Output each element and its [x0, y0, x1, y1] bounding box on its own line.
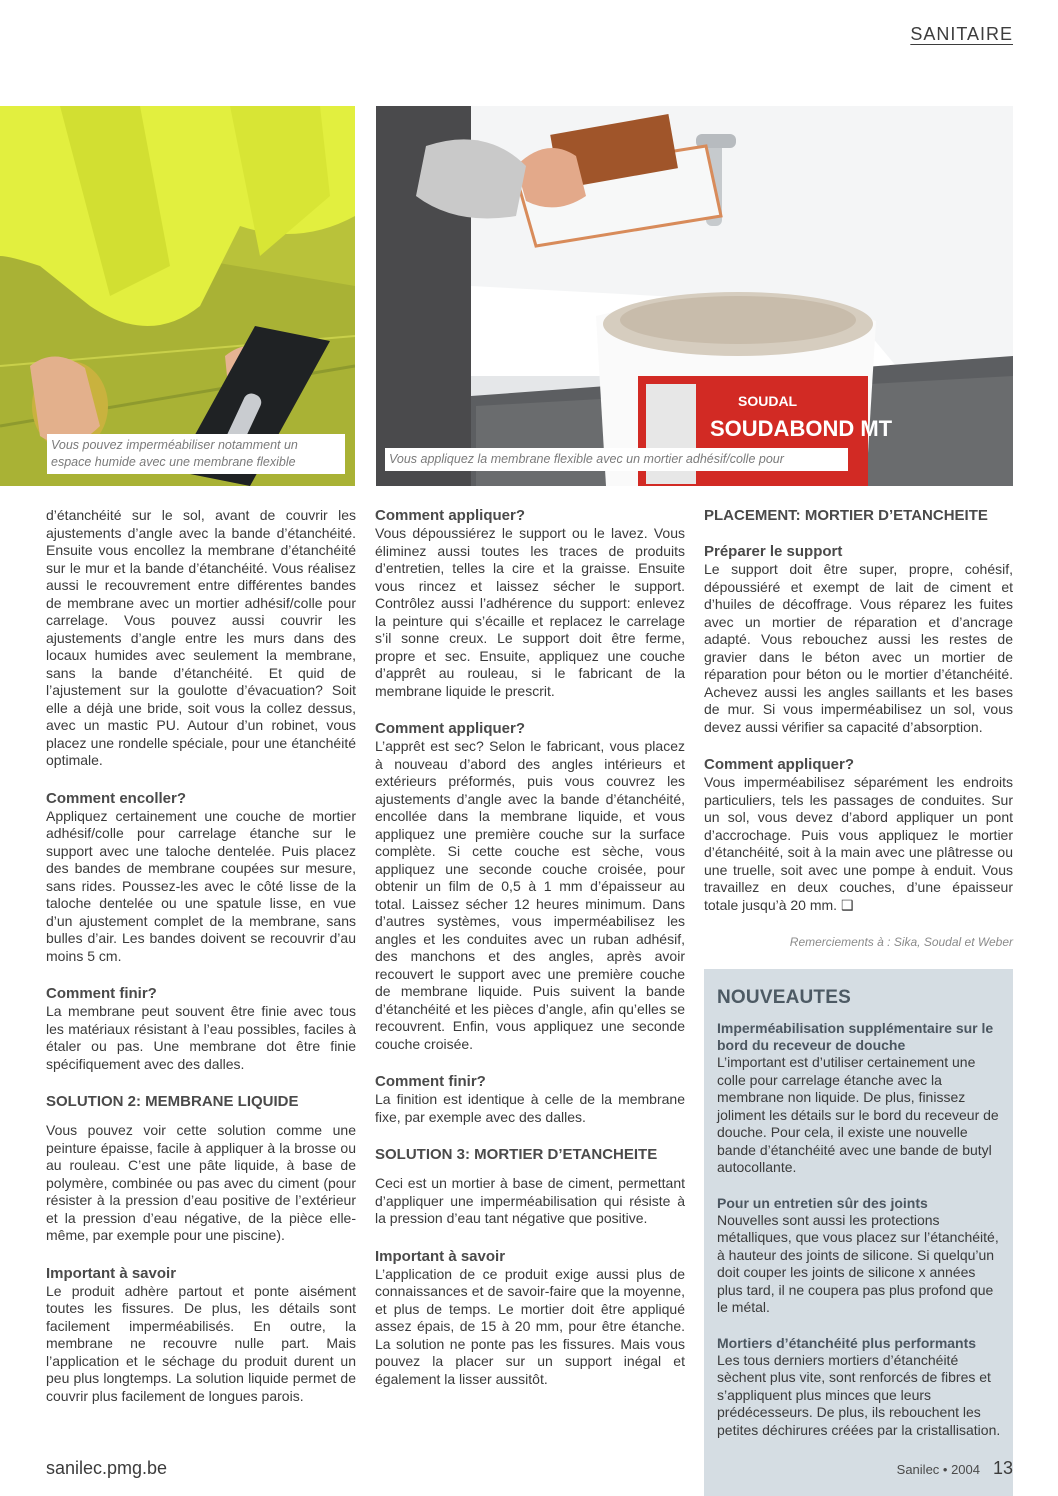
paragraph-appliquer-2: L’apprêt est sec? Selon le fabricant, vous placez à nouveau d’abord des angles intérieurs et extérieurs préformés, puis vous couvrez les ajustements d’angle avec la bande d’étanchéité, encollée dans la membrane liquide, et vous appliquez une première couche sur la surface complète. Si cette couche est sèche, vous appliquez une seconde couche croisée, pour obtenir un film de 0,5 à 1 mm d’épaisseur au total. Laissez sécher 12 heures minimum. Dans d’autres systèmes, vous imperméabilisez les angles et les conduites avec un ruban adhésif, des manchons et des angles, après avoir recouvert le support avec une première couche de membrane liquide. Puis suivent la bande d’étanchéité et les pièces d’angle, afin qu’elles se recouvrent. Enfin, vous appliquez une seconde couche croisée.	[375, 738, 685, 1052]
paragraph-appliquer-1: Vous dépoussiérez le support ou le lavez. Vous éliminez aussi toutes les traces de produits d’entretien, telles la cire et la graisse. Ensuite vous rincez et laissez sécher le support. Contrôlez aussi l’adhérence du support: enlevez la peinture qui s’écaille et replacez le carrelage s’il sonne creux. Le support doit être ferme, propre et sec. Ensuite, appliquez une couche d’apprêt au rouleau, si le fabricant de la membrane liquide le prescrit.	[375, 525, 685, 699]
caption-left-photo: Vous pouvez imperméabiliser notamment un espace humide avec une membrane flexible	[47, 434, 345, 474]
heading-solution-3: SOLUTION 3: MORTIER D’ETANCHEITE	[375, 1146, 658, 1163]
nouveautes-item-heading: Imperméabilisation supplémentaire sur le bord du receveur de douche	[717, 1020, 994, 1053]
page-number: 13	[992, 1458, 1013, 1478]
nouveautes-item-text: Nouvelles sont aussi les protections métalliques, que vous placez sur l’étanchéité, à hauteur des joints de silicone. Si quelqu’un doit couper les joints de silicone x années plus tard, il ne coupera pas plus profond que le métal.	[717, 1211, 999, 1315]
photo-membrane-floor	[0, 106, 355, 486]
heading-important-a-savoir-2: Important à savoir	[375, 1247, 506, 1265]
heading-comment-appliquer-2: Comment appliquer?	[375, 720, 526, 737]
nouveautes-item-text: L’important est d’utiliser certainement une colle pour carrelage étanche avec la membrane non liquide. De plus, finissez joliment les détails sur le bord du receveur de douche. Pour cela, il existe une nouvelle bande d’étanchéité avec une bande de butyl autocollante.	[717, 1054, 999, 1175]
paragraph-encoller: Appliquez certainement une couche de mortier adhésif/colle pour carrelage étanche sur le support avec une taloche dentelée. Puis placez des bandes de membrane coupées sur mesure, sans rides. Poussez-les avec le côté lisse de la taloche dentelée ou une spatule lisse, en vue d’un ajustement complet de la membrane, sans bulles d’air. Les bandes doivent se recouvrir d’au moins 5 cm.	[46, 807, 356, 964]
column-2	[375, 507, 685, 1388]
acknowledgements: Remerciements à : Sika, Soudal et Weber	[789, 935, 1013, 949]
nouveautes-item-heading: Pour un entretien sûr des joints	[717, 1194, 928, 1211]
photo-tile-bucket	[376, 106, 1013, 486]
bucket-product-text: SOUDABOND MT	[710, 416, 893, 441]
paragraph-important-2: L’application de ce produit exige aussi plus de connaissances et de savoir-faire que la moyenne, et plus de temps. Le mortier doit être appliqué assez épais, de 15 à 20 mm, pour être étanche. La solution ne ponte pas les fissures. Mais vous pouvez la placer sur un support inégal et également la lisser aussitôt.	[375, 1265, 685, 1387]
footer-publication: Sanilec • 2004	[896, 1462, 980, 1477]
caption-right-photo: Vous appliquez la membrane flexible avec un mortier adhésif/colle pour	[385, 448, 848, 471]
column-3	[704, 507, 1013, 952]
nouveautes-item-heading: Mortiers d’étanchéité plus performants	[717, 1334, 977, 1351]
heading-comment-encoller: Comment encoller?	[46, 789, 187, 807]
nouveautes-item	[717, 1020, 1001, 1177]
footer-website-link[interactable]: sanilec.pmg.be	[46, 1458, 168, 1478]
heading-comment-finir-2: Comment finir?	[375, 1073, 486, 1090]
nouveautes-title: NOUVEAUTES	[717, 987, 851, 1008]
nouveautes-item	[717, 1335, 1001, 1440]
section-label: SANITAIRE	[910, 24, 1013, 44]
heading-comment-finir: Comment finir?	[46, 985, 157, 1002]
paragraph-solution-3: Ceci est un mortier à base de ciment, permettant d’appliquer une imperméabilisation qui résiste à la pression d’eau tant négative que positive.	[375, 1175, 685, 1226]
heading-comment-appliquer-1: Comment appliquer?	[375, 507, 526, 524]
bucket-brand-text: SOUDAL	[738, 393, 798, 409]
heading-placement: PLACEMENT: MORTIER D’ETANCHEITE	[704, 507, 988, 524]
heading-important-a-savoir: Important à savoir	[46, 1264, 177, 1282]
nouveautes-box	[704, 969, 1013, 1496]
paragraph-finir-2: La finition est identique à celle de la membrane fixe, par exemple avec des dalles.	[375, 1091, 685, 1125]
paragraph-appliquer-3: Vous imperméabilisez séparément les endroits particuliers, tels les passages de conduites. Sur un sol, vous devez d’abord appliquer un pont d’accrochage. Puis vous appliquez le mortier d’étanchéité, soit à la main avec une plâtresse ou une truelle, soit avec une pompe à enduit. Vous travaillez en deux couches, d’une épaisseur totale jusqu’à 20 mm. ❑	[704, 774, 1013, 913]
paragraph-finir: La membrane peut souvent être finie avec tous les matériaux résistant à l’eau possibles, faciles à étaler ou pas. Une membrane dot être finie spécifiquement avec des dalles.	[46, 1003, 356, 1072]
intro-paragraph: d’étanchéité sur le sol, avant de couvrir les ajustements d’angle avec la bande d’étanchéité. Ensuite vous encollez la membrane d’étanchéité sur le mur et la bande d’étanchéité. Vous réalisez aussi le recouvrement entre différentes bandes de membrane avec un mortier adhésif/colle pour carrelage. Vous pouvez aussi couvrir les ajustements d’angle entre les murs dans des locaux humides avec seulement la membrane, sans la bande d’étanchéité. Et quid de l’ajustement sur la goulotte d’évacuation? Soit elle a déjà une bride, soit vous la collez dessus, avec un mastic PU. Autour d’un robinet, vous placez une rondelle spéciale, pour une étanchéité optimale.	[46, 507, 356, 768]
heading-comment-appliquer-3: Comment appliquer?	[704, 756, 855, 773]
nouveautes-item	[717, 1195, 1001, 1317]
paragraph-important: Le produit adhère partout et ponte aisément toutes les fissures. De plus, les détails sont facilement imperméabilisés. En outre, la membrane ne recouvre nulle part. Mais l’application et le séchage du produit durent un peu plus longtemps. La solution liquide permet de couvrir plus facilement de longues parois.	[46, 1282, 356, 1404]
heading-preparer-support: Préparer le support	[704, 543, 843, 560]
nouveautes-item-text: Les tous derniers mortiers d’étanchéité sèchent plus vite, sont renforcés de fibres et s’appliquent plus minces que leurs prédécesseurs. De plus, ils rebouchent les petites déchirures créées par la cristallisation.	[717, 1351, 1001, 1438]
heading-solution-2: SOLUTION 2: MEMBRANE LIQUIDE	[46, 1093, 299, 1110]
column-1	[46, 507, 356, 1405]
paragraph-solution-2: Vous pouvez voir cette solution comme une peinture épaisse, facile à appliquer à la brosse ou au rouleau. C’est une pâte liquide, à base de polymère, combinée ou pas avec du ciment (pour résister à la pression d’eau positive de l’extérieur et la pression d’eau négative, de la pièce elle-même, par exemple pour une piscine).	[46, 1122, 356, 1243]
paragraph-preparer: Le support doit être super, propre, cohésif, dépoussiéré et exempt de lait de ciment et d’huiles de décoffrage. Vous réparez les fuites avec un mortier de réparation et d’ancrage adapté. Vous rebouchez aussi les restes de gravier dans le béton avec un mortier de réparation pour béton ou le mortier d’étanchéité. Achevez aussi les angles saillants et les bases de mur. Si vous imperméabilisez un sol, vous devez aussi vérifier sa capacité d’absorption.	[704, 561, 1013, 735]
